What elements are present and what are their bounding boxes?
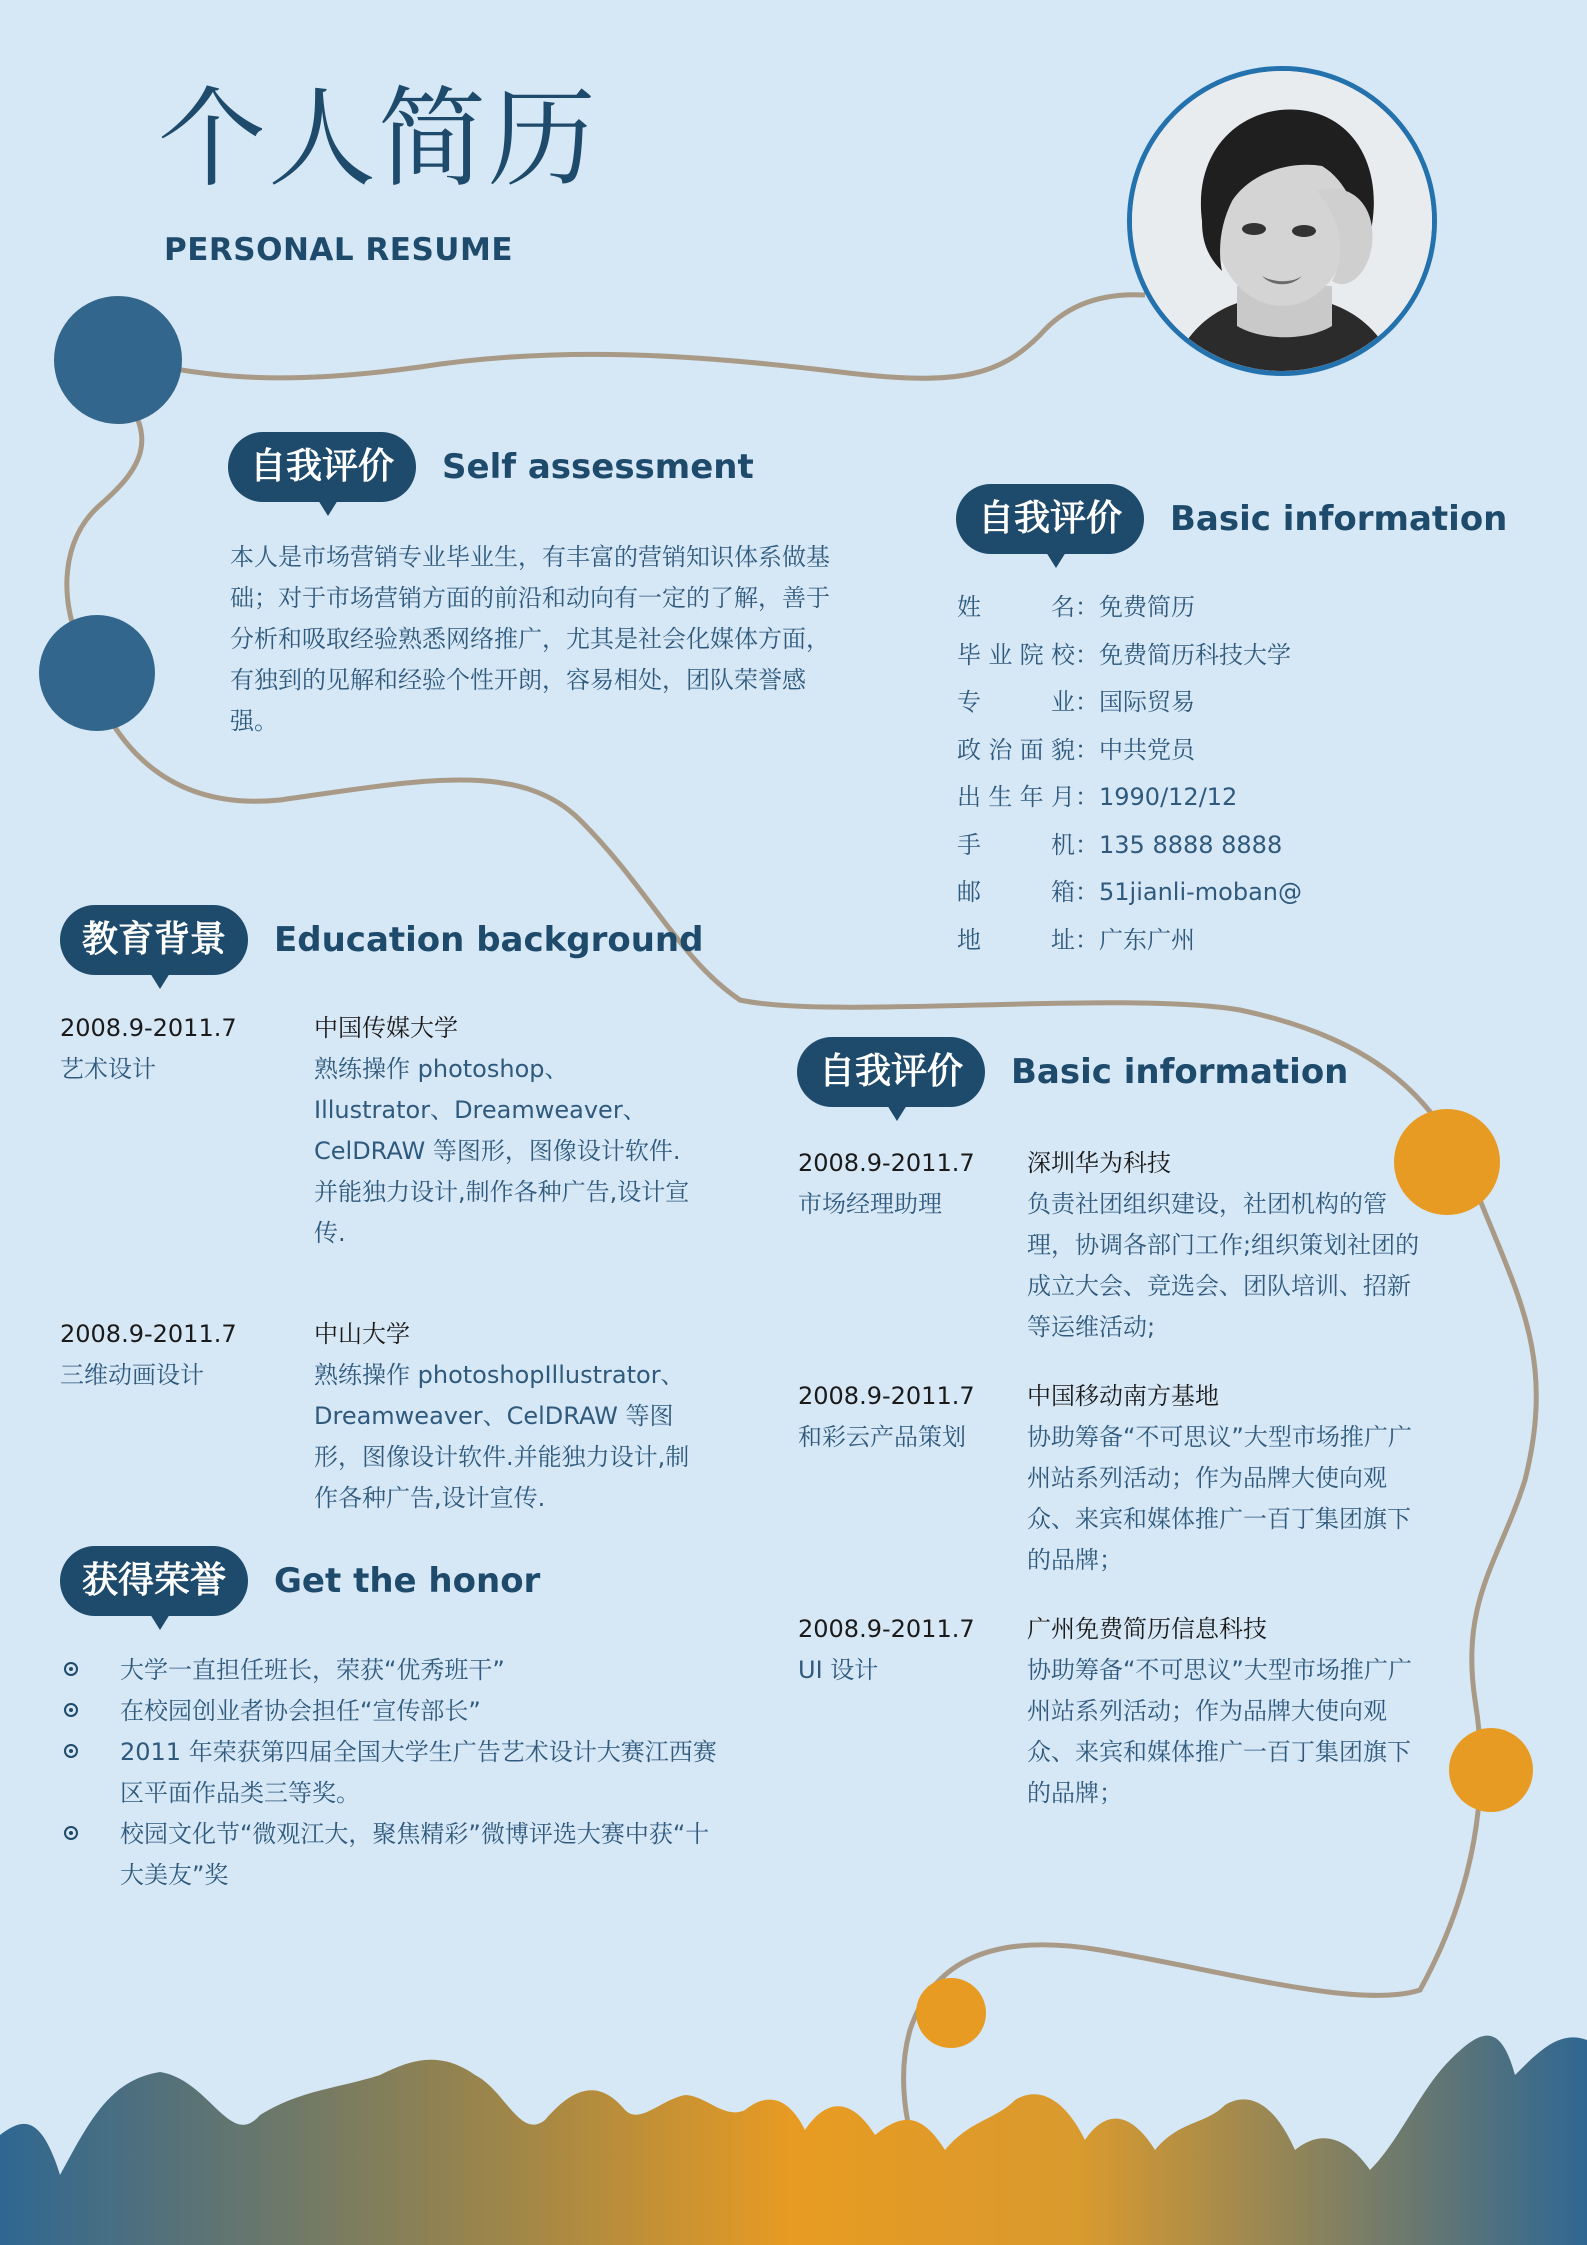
info-row-name xyxy=(957,584,1437,632)
experience-item xyxy=(798,1143,1428,1348)
section-badge: 自我评价 xyxy=(228,432,416,502)
info-label: 邮箱 xyxy=(957,878,1075,906)
experience-role: UI 设计 xyxy=(798,1656,879,1684)
section-title-en: Basic information xyxy=(1011,1052,1349,1092)
experience-role: 和彩云产品策划 xyxy=(798,1423,966,1451)
info-label: 手机 xyxy=(957,830,1075,859)
honor-text: 校园文化节“微观江大，聚焦精彩”微博评选大赛中获“十大美友”奖 xyxy=(120,1820,710,1889)
experience-company: 广州免费简历信息科技 xyxy=(1027,1615,1267,1643)
info-separator: ： xyxy=(1075,735,1099,764)
info-value: 免费简历科技大学 xyxy=(1099,640,1291,669)
info-value: 免费简历 xyxy=(1099,593,1195,621)
info-label: 姓名 xyxy=(957,593,1075,621)
info-label: 专业 xyxy=(957,688,1075,716)
basic-info-header xyxy=(956,484,1507,554)
experience-date: 2008.9-2011.7 xyxy=(798,1149,975,1177)
section-title-en: Self assessment xyxy=(442,447,754,487)
info-value: 51jianli-moban@ xyxy=(1099,878,1303,906)
list-item xyxy=(62,1691,732,1732)
list-item xyxy=(62,1814,732,1896)
section-title-en: Basic information xyxy=(1170,499,1508,539)
education-school: 中国传媒大学 xyxy=(314,1014,458,1042)
education-list xyxy=(60,1008,700,1519)
decor-circle xyxy=(54,296,182,424)
info-separator: ： xyxy=(1075,878,1099,906)
bullet-icon xyxy=(64,1826,78,1840)
experience-role: 市场经理助理 xyxy=(798,1190,942,1218)
bullet-icon xyxy=(64,1662,78,1676)
decor-circle xyxy=(916,1978,986,2048)
education-header xyxy=(60,905,703,975)
experience-date: 2008.9-2011.7 xyxy=(798,1615,975,1643)
honors-header xyxy=(60,1546,540,1616)
experience-company: 深圳华为科技 xyxy=(1027,1149,1171,1177)
education-major: 三维动画设计 xyxy=(60,1361,204,1389)
info-row-political xyxy=(957,727,1437,775)
info-value: 中共党员 xyxy=(1099,735,1195,764)
section-badge: 获得荣誉 xyxy=(60,1546,248,1616)
experience-item xyxy=(798,1609,1428,1814)
experience-item xyxy=(798,1376,1428,1581)
info-label: 政治面貌 xyxy=(957,735,1075,764)
honors-list xyxy=(62,1650,732,1896)
info-value: 国际贸易 xyxy=(1099,688,1195,716)
honor-text: 在校园创业者协会担任“宣传部长” xyxy=(120,1697,481,1725)
education-desc: 熟练操作 photoshop、Illustrator、Dreamweaver、CelDRAW 等图形，图像设计软件.并能独力设计,制作各种广告,设计宣传. xyxy=(314,1055,690,1247)
bullet-icon xyxy=(64,1703,78,1717)
resume-title: 个人简历 xyxy=(158,77,599,202)
info-value: 1990/12/12 xyxy=(1099,783,1238,811)
info-separator: ： xyxy=(1075,688,1099,716)
info-separator: ： xyxy=(1075,593,1099,621)
resume-subtitle: PERSONAL RESUME xyxy=(164,232,513,268)
info-label: 出生年月 xyxy=(957,783,1075,811)
basic-info-list xyxy=(957,584,1437,964)
info-value: 135 8888 8888 xyxy=(1099,830,1283,859)
timeline-curve xyxy=(118,295,1145,379)
decorative-hills xyxy=(0,2036,1587,2245)
list-item xyxy=(62,1732,732,1814)
section-badge: 教育背景 xyxy=(60,905,248,975)
info-label: 地址 xyxy=(957,925,1075,954)
info-row-birth xyxy=(957,774,1437,822)
info-row-email xyxy=(957,869,1437,917)
self-assessment-text: 本人是市场营销专业毕业生，有丰富的营销知识体系做基础；对于市场营销方面的前沿和动向有一定的了解，善于分析和吸取经验熟悉网络推广，尤其是社会化媒体方面，有独到的见解和经验个性开朗，容易相处，团队荣誉感强。 xyxy=(230,543,830,735)
info-row-phone xyxy=(957,822,1437,870)
education-major: 艺术设计 xyxy=(60,1055,156,1083)
decor-circle xyxy=(1449,1728,1533,1812)
experience-list xyxy=(798,1143,1428,1814)
profile-photo xyxy=(1127,66,1437,376)
experience-header xyxy=(797,1037,1348,1107)
info-separator: ： xyxy=(1075,925,1099,954)
experience-date: 2008.9-2011.7 xyxy=(798,1382,975,1410)
info-separator: ： xyxy=(1075,783,1099,811)
info-row-school xyxy=(957,632,1437,680)
section-title-en: Get the honor xyxy=(274,1561,541,1601)
education-desc: 熟练操作 photoshopIllustrator、Dreamweaver、CelDRAW 等图形，图像设计软件.并能独力设计,制作各种广告,设计宣传. xyxy=(314,1361,690,1512)
portrait-illustration xyxy=(1132,71,1432,371)
info-label: 毕业院校 xyxy=(957,640,1075,669)
info-separator: ： xyxy=(1075,640,1099,669)
info-row-major xyxy=(957,679,1437,727)
education-item xyxy=(60,1008,700,1254)
education-school: 中山大学 xyxy=(314,1320,410,1348)
experience-desc: 协助筹备“不可思议”大型市场推广广州站系列活动；作为品牌大使向观众、来宾和媒体推广一百丁集团旗下的品牌； xyxy=(1027,1423,1412,1574)
info-separator: ： xyxy=(1075,830,1099,859)
education-date: 2008.9-2011.7 xyxy=(60,1320,237,1348)
education-date: 2008.9-2011.7 xyxy=(60,1014,237,1042)
bullet-icon xyxy=(64,1744,78,1758)
self-assessment-header xyxy=(228,432,754,502)
experience-company: 中国移动南方基地 xyxy=(1027,1382,1219,1410)
experience-desc: 协助筹备“不可思议”大型市场推广广州站系列活动；作为品牌大使向观众、来宾和媒体推广一百丁集团旗下的品牌； xyxy=(1027,1656,1412,1807)
honor-text: 2011 年荣获第四届全国大学生广告艺术设计大赛江西赛区平面作品类三等奖。 xyxy=(120,1738,717,1807)
list-item xyxy=(62,1650,732,1691)
section-badge: 自我评价 xyxy=(956,484,1144,554)
education-item xyxy=(60,1314,700,1519)
decor-circle xyxy=(39,615,155,731)
info-row-address xyxy=(957,917,1437,965)
section-badge: 自我评价 xyxy=(797,1037,985,1107)
section-title-en: Education background xyxy=(274,920,704,960)
experience-desc: 负责社团组织建设，社团机构的管理，协调各部门工作;组织策划社团的成立大会、竞选会、团队培训、招新等运维活动; xyxy=(1027,1190,1420,1341)
info-value: 广东广州 xyxy=(1099,925,1195,954)
honor-text: 大学一直担任班长，荣获“优秀班干” xyxy=(120,1656,505,1684)
